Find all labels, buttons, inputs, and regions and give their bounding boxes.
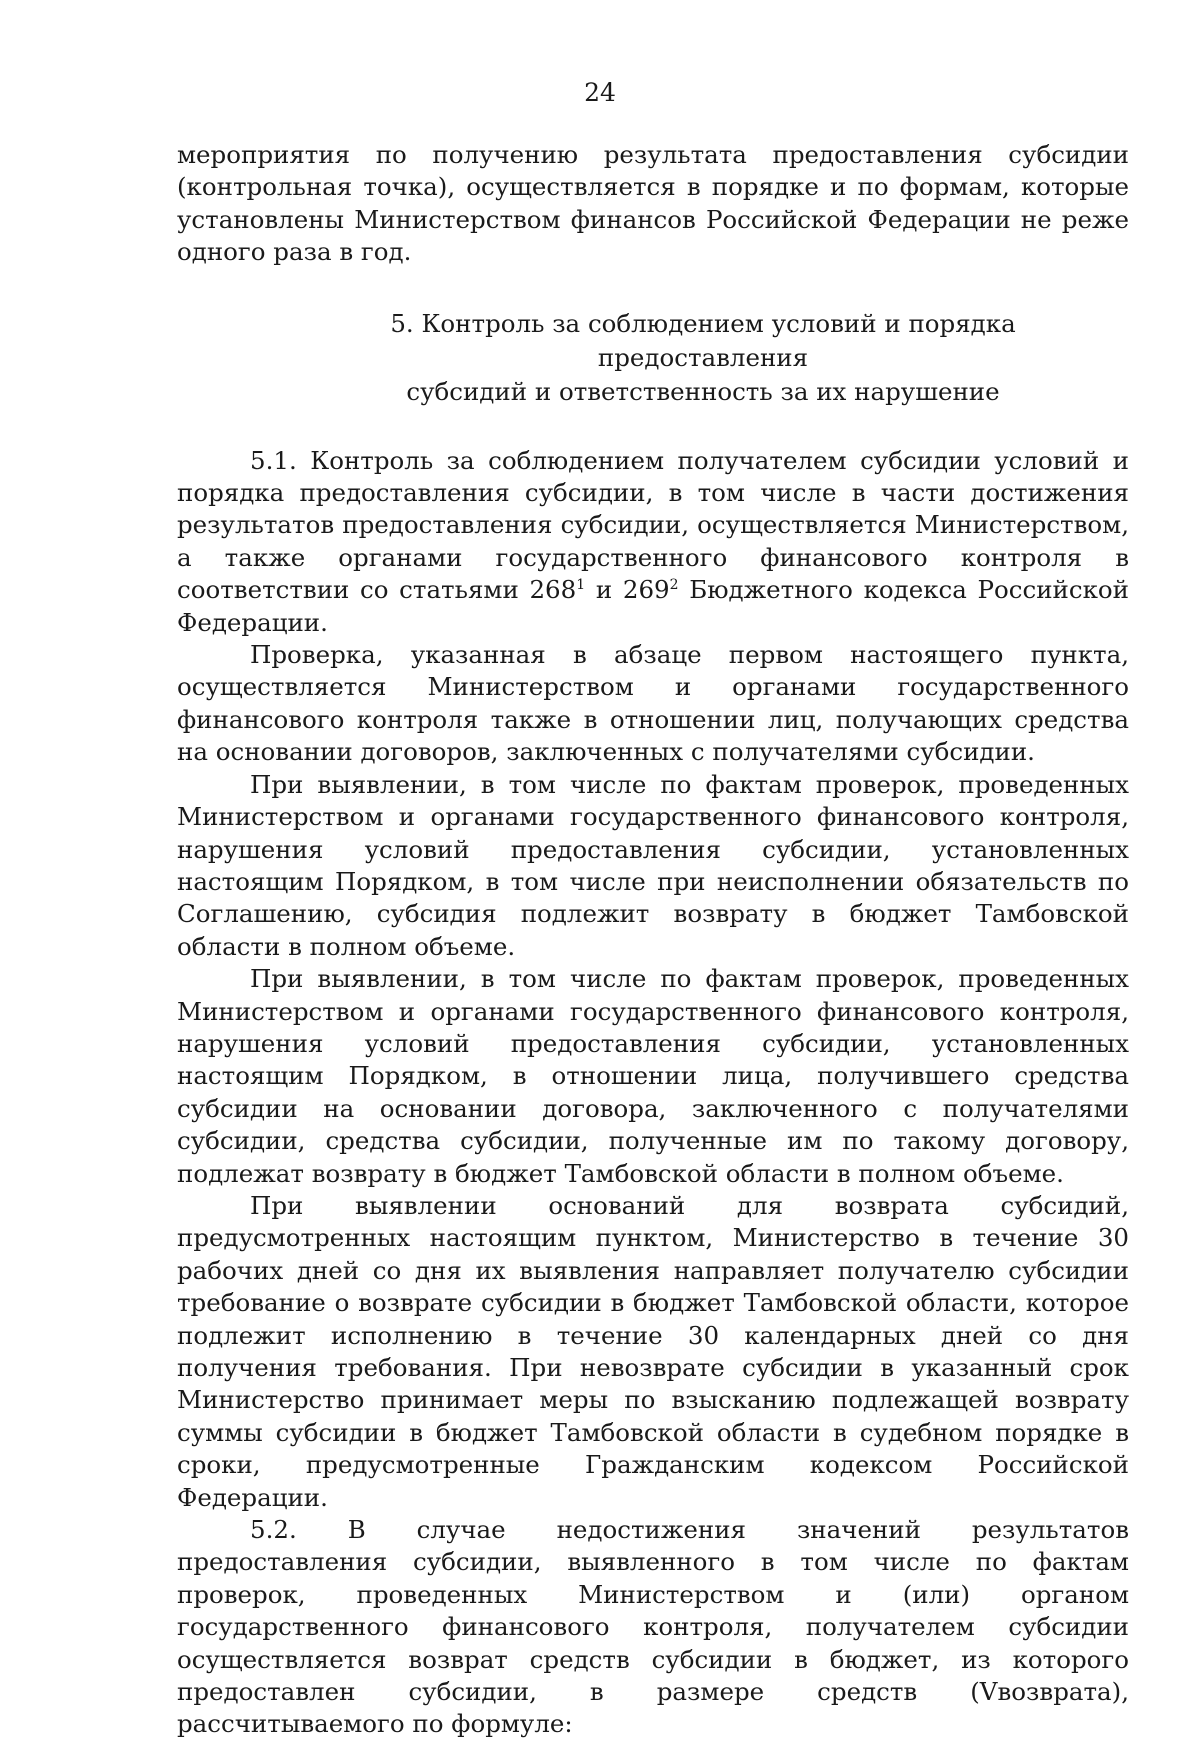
- section-title-line-1: 5. Контроль за соблюдением условий и порядка предоставления: [390, 308, 1016, 372]
- document-body: [177, 139, 1129, 1741]
- section-title: [177, 307, 1129, 409]
- paragraph-violation-third-party: При выявлении, в том числе по фактам проверок, проведенных Министерством и органами государственного финансового контроля, нарушения условий предоставления субсидии, установленных настоящим Порядком, в отношении лица, получившего средства субсидии на основании договора, заключенного с получателями субсидии, средства субсидии, полученные им по такому договору, подлежат возврату в бюджет Тамбовской области в полном объеме.: [177, 964, 1129, 1188]
- footnote-sup-2: 2: [669, 577, 679, 594]
- paragraph-5-1-text-b: и 269: [585, 575, 670, 605]
- paragraph-refund-procedure: При выявлении оснований для возврата субсидий, предусмотренных настоящим пунктом, Министерство в течение 30 рабочих дней со дня их выявления направляет получателю субсидии требование о возврате субсидии в бюджет Тамбовской области, которое подлежит исполнению в течение 30 календарных дней со дня получения требования. При невозврате субсидии в указанный срок Министерство принимает меры по взысканию подлежащей возврату суммы субсидии в бюджет Тамбовской области в судебном порядке в сроки, предусмотренные Гражданским кодексом Российской Федерации.: [177, 1190, 1129, 1512]
- intro-paragraph: мероприятия по получению результата предоставления субсидии (контрольная точка), осуществляется в порядке и по формам, которые установлены Министерством финансов Российской Федерации не реже одного раза в год.: [177, 140, 1129, 267]
- footnote-sup-1: 1: [576, 577, 586, 594]
- paragraph-5-1-text-a: 5.1. Контроль за соблюдением получателем субсидии условий и порядка предоставления субсидии, в том числе в части достижения результатов предоставления субсидии, осуществляется Министерством, а также органами государственного финансового контроля в соответствии со статьями 268: [177, 445, 1129, 605]
- paragraph-5-2: 5.2. В случае недостижения значений результатов предоставления субсидии, выявленного в том числе по фактам проверок, проведенных Министерством и (или) органом государственного финансового контроля, получателем субсидии осуществляется возврат средств субсидии в бюджет, из которого предоставлен субсидии, в размере средств (Vвозврата), рассчитываемого по формуле:: [177, 1515, 1129, 1739]
- paragraph-verification: Проверка, указанная в абзаце первом настоящего пункта, осуществляется Министерством и органами государственного финансового контроля также в отношении лиц, получающих средства на основании договоров, заключенных с получателями субсидии.: [177, 640, 1129, 767]
- paragraph-5-1-text-c: Бюджетного кодекса Российской Федерации.: [177, 575, 1129, 637]
- paragraph-violation-recipient: При выявлении, в том числе по фактам проверок, проведенных Министерством и органами государственного финансового контроля, нарушения условий предоставления субсидии, установленных настоящим Порядком, в том числе при неисполнении обязательств по Соглашению, субсидия подлежит возврату в бюджет Тамбовской области в полном объеме.: [177, 769, 1129, 961]
- paragraph-5-1: [177, 445, 1129, 639]
- page-number: 24: [584, 78, 616, 107]
- section-title-line-2: субсидий и ответственность за их нарушение: [406, 376, 1000, 406]
